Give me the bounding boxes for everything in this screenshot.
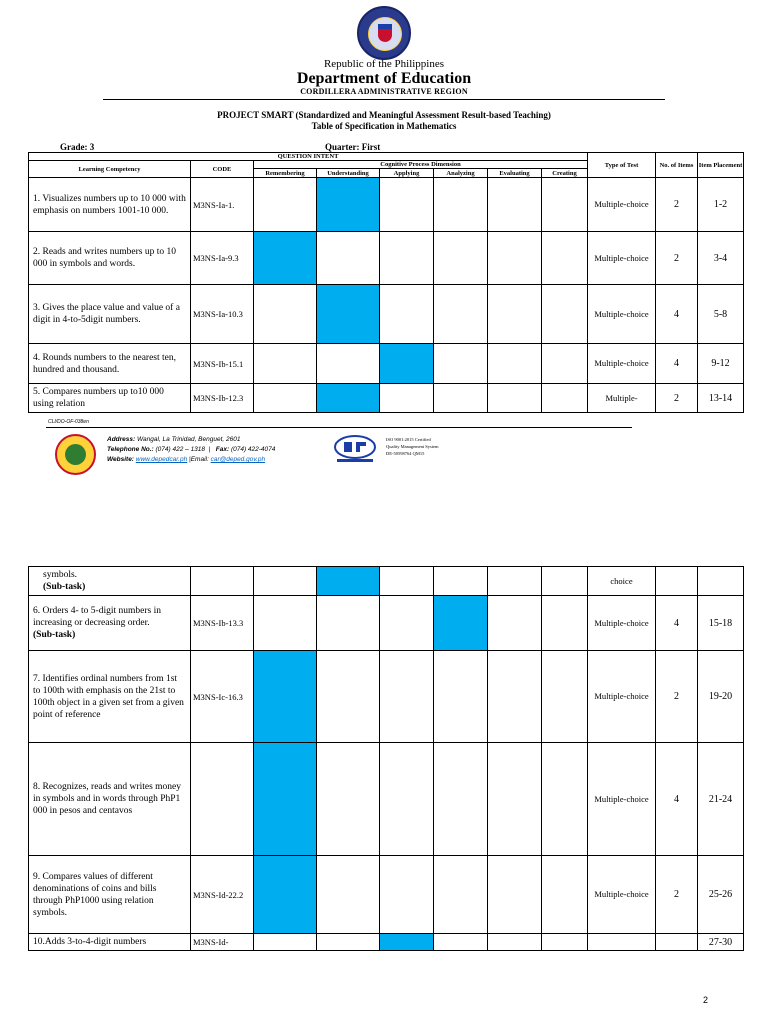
cognitive-level-cell	[317, 743, 380, 856]
cognitive-level-cell	[317, 651, 380, 743]
fax-text: (074) 422-4074	[230, 446, 276, 453]
type-cell: Multiple-	[588, 384, 656, 413]
code-cell: M3NS-Ic-16.3	[191, 651, 254, 743]
placement-cell: 21-24	[698, 743, 744, 856]
level-header: Applying	[380, 169, 434, 178]
cognitive-level-cell	[488, 178, 542, 232]
competency-cell: 10.Adds 3-to-4-digit numbers	[29, 934, 191, 951]
competency-cell: 1. Visualizes numbers up to 10 000 with emphasis on numbers 1001-10 000.	[29, 178, 191, 232]
no-of-items-header: No. of Items	[656, 153, 698, 178]
items-cell: 4	[656, 596, 698, 651]
table-row	[29, 743, 744, 856]
code-cell: M3NS-Ib-15.1	[191, 344, 254, 384]
code-cell: M3NS-Ib-12.3	[191, 384, 254, 413]
cognitive-level-cell	[317, 596, 380, 651]
type-cell: Multiple-choice	[588, 232, 656, 285]
region-line: CORDILLERA ADMINISTRATIVE REGION	[300, 87, 468, 96]
cognitive-level-cell	[254, 567, 317, 596]
competency-cell: 7. Identifies ordinal numbers from 1st to 100th with emphasis on the 21st to 100th object in a given set from a given point of reference	[29, 651, 191, 743]
iso-certification-logo	[332, 434, 378, 464]
level-header: Creating	[542, 169, 588, 178]
placement-cell	[698, 567, 744, 596]
republic-line: Republic of the Philippines	[323, 58, 445, 70]
cognitive-level-cell	[434, 934, 488, 951]
competency-cell: symbols. (Sub-task)	[29, 567, 191, 596]
cognitive-level-cell	[317, 285, 380, 344]
placement-cell: 1-2	[698, 178, 744, 232]
cognitive-level-cell	[317, 344, 380, 384]
competency-cell: 3. Gives the place value and value of a digit in 4-to-5digit numbers.	[29, 285, 191, 344]
cognitive-level-cell	[380, 567, 434, 596]
cognitive-level-cell	[488, 596, 542, 651]
code-header: CODE	[191, 161, 254, 178]
level-header: Evaluating	[488, 169, 542, 178]
project-title: PROJECT SMART (Standardized and Meaningful Assessment Result-based Teaching)	[217, 110, 551, 120]
cognitive-level-cell	[542, 743, 588, 856]
cognitive-level-cell	[542, 178, 588, 232]
cognitive-level-cell	[380, 178, 434, 232]
cognitive-level-cell	[434, 232, 488, 285]
item-placement-header: Item Placement	[698, 153, 744, 178]
cognitive-level-cell	[542, 285, 588, 344]
cognitive-level-cell	[434, 856, 488, 934]
competency-cell: 8. Recognizes, reads and writes money in symbols and in words through PhP1 000 in pesos and centavos	[29, 743, 191, 856]
type-cell: Multiple-choice	[588, 596, 656, 651]
cognitive-level-cell	[317, 232, 380, 285]
cognitive-level-cell	[254, 232, 317, 285]
spec-table-page2	[28, 566, 744, 951]
cognitive-level-cell	[488, 651, 542, 743]
code-cell: M3NS-Ia-9.3	[191, 232, 254, 285]
type-cell	[588, 934, 656, 951]
type-cell: choice	[588, 567, 656, 596]
learning-competency-header: Learning Competency	[29, 161, 191, 178]
cognitive-level-cell	[542, 344, 588, 384]
cognitive-level-cell	[380, 934, 434, 951]
code-cell: M3NS-Ia-10.3	[191, 285, 254, 344]
code-cell: M3NS-Ib-13.3	[191, 596, 254, 651]
deped-seal-logo	[357, 6, 411, 60]
code-cell	[191, 743, 254, 856]
cognitive-level-cell	[434, 285, 488, 344]
cognitive-level-cell	[488, 567, 542, 596]
items-cell	[656, 567, 698, 596]
question-intent-header: QUESTION INTENT	[29, 153, 588, 161]
items-cell	[656, 934, 698, 951]
table-row	[29, 856, 744, 934]
table-row	[29, 232, 744, 285]
type-of-test-header: Type of Test	[588, 153, 656, 178]
website-link[interactable]: www.depedcar.ph	[135, 456, 188, 463]
placement-cell: 3-4	[698, 232, 744, 285]
cognitive-level-cell	[380, 344, 434, 384]
placement-cell: 9-12	[698, 344, 744, 384]
code-cell: M3NS-Id-22.2	[191, 856, 254, 934]
code-cell: M3NS-Id-	[191, 934, 254, 951]
cognitive-level-cell	[542, 856, 588, 934]
cognitive-level-cell	[380, 232, 434, 285]
quarter-label: Quarter: First	[325, 142, 381, 152]
cognitive-level-cell	[434, 384, 488, 413]
footer-divider	[46, 427, 632, 428]
cognitive-level-cell	[542, 596, 588, 651]
competency-cell: 9. Compares values of different denominations of coins and bills through PhP1000 using relation symbols.	[29, 856, 191, 934]
cli-code: CLI/DO-OF-038en	[48, 419, 89, 425]
cognitive-level-cell	[317, 384, 380, 413]
contact-block: Address: Wangal, La Trinidad, Benguet, 2601 Telephone No.: (074) 422 – 1318 | Fax: (074) 422-4074 Website: www.depedcar.ph |Email: car@deped.gov.ph	[107, 436, 276, 463]
cognitive-level-cell	[434, 596, 488, 651]
cognitive-level-cell	[380, 856, 434, 934]
cognitive-level-cell	[542, 567, 588, 596]
department-title: Department of Education	[296, 70, 472, 87]
placement-cell: 13-14	[698, 384, 744, 413]
address-text: Wangal, La Trinidad, Benguet, 2601	[137, 436, 241, 443]
cognitive-level-cell	[488, 344, 542, 384]
level-header: Analyzing	[434, 169, 488, 178]
cognitive-level-cell	[254, 344, 317, 384]
items-cell: 2	[656, 178, 698, 232]
items-cell: 4	[656, 743, 698, 856]
cognitive-level-cell	[254, 285, 317, 344]
competency-cell: 6. Orders 4- to 5-digit numbers in increasing or decreasing order. (Sub-task)	[29, 596, 191, 651]
placement-cell: 27-30	[698, 934, 744, 951]
cognitive-level-cell	[254, 651, 317, 743]
items-cell: 2	[656, 856, 698, 934]
table-row	[29, 651, 744, 743]
cognitive-level-cell	[317, 934, 380, 951]
code-cell: M3NS-Ia-1.	[191, 178, 254, 232]
header-divider	[103, 99, 665, 100]
cognitive-level-cell	[254, 934, 317, 951]
table-row	[29, 178, 744, 232]
placement-cell: 19-20	[698, 651, 744, 743]
type-cell: Multiple-choice	[588, 344, 656, 384]
telephone-text: (074) 422 – 1318	[155, 446, 206, 453]
cognitive-level-cell	[380, 285, 434, 344]
cognitive-level-cell	[317, 856, 380, 934]
cognitive-level-cell	[434, 178, 488, 232]
table-row	[29, 344, 744, 384]
cognitive-level-cell	[317, 567, 380, 596]
cognitive-level-cell	[542, 934, 588, 951]
cognitive-level-cell	[254, 596, 317, 651]
cognitive-level-cell	[488, 285, 542, 344]
table-row	[29, 934, 744, 951]
cognitive-level-cell	[380, 743, 434, 856]
table-row	[29, 285, 744, 344]
cognitive-level-cell	[488, 232, 542, 285]
items-cell: 2	[656, 651, 698, 743]
table-row	[29, 384, 744, 413]
placement-cell: 5-8	[698, 285, 744, 344]
cognitive-level-cell	[434, 567, 488, 596]
cognitive-level-cell	[542, 232, 588, 285]
type-cell: Multiple-choice	[588, 856, 656, 934]
items-cell: 2	[656, 384, 698, 413]
cognitive-level-cell	[488, 856, 542, 934]
cognitive-level-cell	[542, 651, 588, 743]
items-cell: 4	[656, 344, 698, 384]
table-row	[29, 567, 744, 596]
competency-cell: 4. Rounds numbers to the nearest ten, hundred and thousand.	[29, 344, 191, 384]
code-cell	[191, 567, 254, 596]
iso-text: ISO 9001:2015 Certified Quality Management System DE-50598764 QM15	[386, 437, 439, 456]
type-cell: Multiple-choice	[588, 285, 656, 344]
spec-table-page1	[28, 152, 744, 413]
level-header: Remembering	[254, 169, 317, 178]
page-number: 2	[703, 995, 709, 1005]
cognitive-level-cell	[434, 743, 488, 856]
type-cell: Multiple-choice	[588, 743, 656, 856]
cognitive-level-cell	[317, 178, 380, 232]
email-link[interactable]: car@deped.gov.ph	[210, 456, 266, 463]
items-cell: 4	[656, 285, 698, 344]
cognitive-level-cell	[254, 743, 317, 856]
placement-cell: 25-26	[698, 856, 744, 934]
cognitive-level-cell	[380, 651, 434, 743]
grade-label: Grade: 3	[60, 142, 95, 152]
cognitive-level-cell	[254, 856, 317, 934]
cognitive-level-cell	[254, 384, 317, 413]
cognitive-level-cell	[380, 384, 434, 413]
competency-cell: 5. Compares numbers up to10 000 using relation	[29, 384, 191, 413]
cognitive-level-cell	[542, 384, 588, 413]
placement-cell: 15-18	[698, 596, 744, 651]
type-cell: Multiple-choice	[588, 651, 656, 743]
cognitive-level-cell	[434, 344, 488, 384]
items-cell: 2	[656, 232, 698, 285]
cognitive-level-cell	[380, 596, 434, 651]
document-subtitle: Table of Specification in Mathematics	[311, 121, 457, 131]
cognitive-dimension-header: Cognitive Process Dimension	[254, 161, 588, 169]
level-header: Understanding	[317, 169, 380, 178]
cognitive-level-cell	[488, 934, 542, 951]
cognitive-level-cell	[434, 651, 488, 743]
competency-cell: 2. Reads and writes numbers up to 10 000 in symbols and words.	[29, 232, 191, 285]
cognitive-level-cell	[488, 384, 542, 413]
type-cell: Multiple-choice	[588, 178, 656, 232]
cognitive-level-cell	[488, 743, 542, 856]
table-row	[29, 596, 744, 651]
deped-car-logo	[55, 434, 96, 475]
cognitive-level-cell	[254, 178, 317, 232]
